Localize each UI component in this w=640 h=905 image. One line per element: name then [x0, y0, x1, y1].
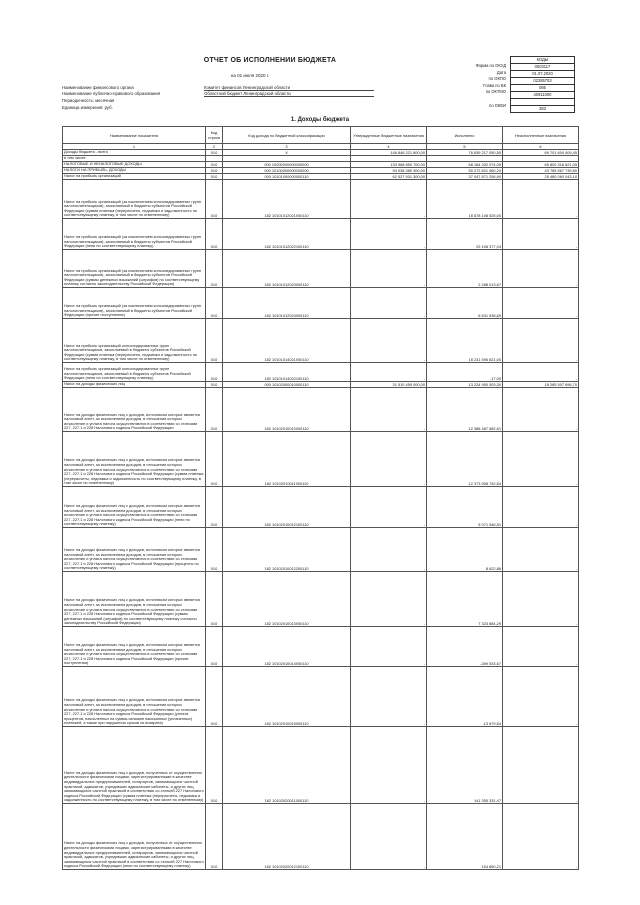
cell-done: 2 288 013,67 — [427, 250, 503, 288]
cell-approved: - — [351, 432, 427, 487]
cell-undone: 18 285 507 696,70 — [503, 382, 579, 388]
cell-undone: - — [503, 388, 579, 432]
cell-code: 010 — [206, 528, 223, 572]
code-value: 02285703 — [510, 78, 575, 85]
cell-code: 010 — [206, 727, 223, 804]
cell-name: Налог на доходы физических лиц с доходов, источником которых является налоговый агент, за исключением доходов, в отношении которых исчисление и уплата налога осуществляются в соответствии со статьями 227, 227.1 и 228 Налогового кодекса Российской Федерации (прочие поступления) — [63, 627, 206, 667]
cell-done: 154 860,21 — [427, 804, 503, 870]
cell-kbk: 000 10000000000000000 — [223, 162, 351, 168]
cell-code: 010 — [206, 487, 223, 528]
cell-done: 13 224 950 303,30 — [427, 382, 503, 388]
cell-undone: - — [503, 432, 579, 487]
cell-done: 7 323 884,29 — [427, 572, 503, 627]
table-row — [63, 667, 579, 727]
cell-undone: 65 800 318 621,05 — [503, 162, 579, 168]
cell-name: Налог на доходы физических лиц с доходов, источником которых является налоговый агент, за исключением доходов, в отношении которых исчисление и уплата налога осуществляются в соответствии со статьями 227, 227.1 и 228 Налогового кодекса Российской Федерации (пени по соответствующему платежу) — [63, 487, 206, 528]
cell-name: НАЛОГОВЫЕ И НЕНАЛОГОВЫЕ ДОХОДЫ — [63, 162, 206, 168]
table-row — [63, 319, 579, 363]
cell-kbk: 182 10101012022100110 — [223, 219, 351, 250]
cell-kbk: 182 10102010012100110 — [223, 487, 351, 528]
cell-kbk: 182 10102010010000110 — [223, 388, 351, 432]
cell-undone: - — [503, 667, 579, 727]
column-header: Код строки — [206, 127, 223, 144]
cell-approved: 31 510 459 000,00 — [351, 382, 427, 388]
report-date: на 01 июля 2020 г. — [230, 73, 270, 78]
cell-approved: 146 848 221 800,00 — [351, 150, 427, 156]
cell-kbk: 182 10101012024000110 — [223, 288, 351, 319]
cell-name: Налог на доходы физических лиц с доходов, полученных от осуществления деятельности физическими лицами, зарегистрированными в качестве индивидуальных предпринимателей, нотариусов, занимающихся частной практикой, адвокатов, учредивших адвокатские кабинеты, и других лиц, занимающихся частной практикой в соответствии со статьей 227 Налогового кодекса Российской Федерации (сумма платежа (перерасчеты, недоимка и задолженность по соответствующему платежу, в том числе по отмененному) — [63, 727, 206, 804]
cell-name: Налог на доходы физических лиц с доходов, источником которых является налоговый агент, за исключением доходов, в отношении которых исчисление и уплата налога осуществляются в соответствии со статьями 227, 227.1 и 228 Налогового кодекса Российской Федерации (проценты по соответствующему платежу) — [63, 528, 206, 572]
cell-undone: - — [503, 219, 579, 250]
code-label: Форма по ОКУД — [475, 63, 506, 68]
header-field-label: Единица измерения: руб. — [62, 105, 113, 110]
column-header: Исполнено — [427, 127, 503, 144]
cell-code: 010 — [206, 174, 223, 180]
cell-done: 12 373 908 742,64 — [427, 432, 503, 487]
cell-approved: - — [351, 219, 427, 250]
cell-code: 010 — [206, 363, 223, 382]
codes-heading: КОДЫ — [510, 56, 575, 64]
code-label: Глава по БК — [483, 82, 506, 88]
code-label: по ОКТМО — [485, 89, 506, 95]
cell-name: НАЛОГИ НА ПРИБЫЛЬ, ДОХОДЫ — [63, 168, 206, 174]
cell-undone: - — [503, 727, 579, 804]
cell-name: Налог на доходы физических лиц с доходов, источником которых является налоговый агент, за исключением доходов, в отношении которых исчисление и уплата налога осуществляются в соответствии со статьями 227, 227.1 и 228 Налогового кодекса Российской Федерации (сумма платежа (перерасчеты, недоимка и задолженность по соответствующему платежу, в том числе по отмененному) — [63, 432, 206, 487]
cell-approved: - — [351, 572, 427, 627]
header-field-label: Наименование публично-правового образования — [62, 91, 161, 96]
code-label: Дата — [496, 69, 506, 75]
column-number: 5 — [427, 144, 503, 150]
cell-name: Налог на прибыль организаций консолидированных групп налогоплательщиков, зачисляемый в бюджеты субъектов Российской Федерации (сумма платежа (перерасчеты, недоимка и задолженность по соответствующему платежу, в том числе по отмененному) — [63, 319, 206, 363]
cell-undone: - — [503, 804, 579, 870]
table-header-row — [63, 127, 579, 144]
cell-undone: 43 765 567 739,80 — [503, 168, 579, 174]
code-value: 085 — [510, 85, 575, 92]
cell-name: в том числе: — [63, 156, 206, 162]
cell-kbk: 182 10102010012200110 — [223, 528, 351, 572]
column-number: 4 — [351, 144, 427, 150]
column-header: Неисполненные назначения — [503, 127, 579, 144]
cell-code: 010 — [206, 319, 223, 363]
table-row — [63, 528, 579, 572]
cell-done: 6 631 538,69 — [427, 288, 503, 319]
cell-kbk: X — [223, 150, 351, 156]
cell-undone: - — [503, 180, 579, 219]
cell-approved: 62 527 931 300,00 — [351, 174, 427, 180]
cell-code: 010 — [206, 667, 223, 727]
cell-kbk: 182 10101012023000110 — [223, 250, 351, 288]
cell-undone: - — [503, 572, 579, 627]
cell-done: -289 533,67 — [427, 627, 503, 667]
section-title: 1. Доходы бюджета — [290, 117, 350, 123]
cell-name: Доходы бюджета - всего — [63, 150, 206, 156]
cell-kbk: 000 10102000010000110 — [223, 382, 351, 388]
cell-approved: - — [351, 727, 427, 804]
table-row — [63, 288, 579, 319]
cell-approved: - — [351, 487, 427, 528]
code-value: 40911000 — [510, 92, 575, 99]
cell-approved: - — [351, 804, 427, 870]
cell-undone: - — [503, 627, 579, 667]
header-field-label: Наименование финансового органа — [62, 85, 134, 90]
column-number: 1 — [63, 144, 206, 150]
column-header: Утвержденные бюджетные назначения — [351, 127, 427, 144]
cell-name: Налог на прибыль организаций (за исключением консолидированных групп налогоплательщиков), зачисляемый в бюджеты субъектов Российской Федерации (прочие поступления) — [63, 288, 206, 319]
cell-name: Налог на прибыль организаций (за исключением консолидированных групп налогоплательщиков), зачисляемый в бюджеты субъектов Российской Федерации (сумма платежа (перерасчеты, недоимка и задолженность по соответствующему платежу, в том числе по отмененному) — [63, 180, 206, 219]
table-row — [63, 219, 579, 250]
cell-code: 010 — [206, 432, 223, 487]
cell-undone: - — [503, 487, 579, 528]
cell-code: 010 — [206, 572, 223, 627]
cell-kbk: 000 10101000000000110 — [223, 174, 351, 180]
table-row — [63, 363, 579, 382]
cell-kbk: 182 10102010014000110 — [223, 627, 351, 667]
cell-done: 8 622,86 — [427, 528, 503, 572]
cell-done: 68 164 332 074,05 — [427, 162, 503, 168]
cell-kbk: 182 10102020011000110 — [223, 727, 351, 804]
cell-code: 010 — [206, 219, 223, 250]
cell-code: 010 — [206, 288, 223, 319]
cell-approved: - — [351, 388, 427, 432]
table-row — [63, 388, 579, 432]
cell-kbk: 182 10102010011000110 — [223, 432, 351, 487]
cell-undone: - — [503, 528, 579, 572]
cell-done: -13 679,64 — [427, 667, 503, 727]
table-row — [63, 487, 579, 528]
cell-done: 18 231 596 621,00 — [427, 319, 503, 363]
cell-name: Налог на прибыль организаций (за исключением консолидированных групп налогоплательщиков), зачисляемый в бюджеты субъектов Российской Федерации (суммы денежных взысканий (штрафов) по соответствующему платежу согласно законодательству Российской Федерации) — [63, 250, 206, 288]
cell-undone: - — [503, 363, 579, 382]
cell-approved: - — [351, 319, 427, 363]
cell-kbk: 182 10101014021000110 — [223, 319, 351, 363]
cell-code: 010 — [206, 180, 223, 219]
cell-name: Налог на прибыль организаций консолидированных групп налогоплательщиков, зачисляемый в бюджеты субъектов Российской Федерации (пени по соответствующему платежу) — [63, 363, 206, 382]
report-title: ОТЧЕТ ОБ ИСПОЛНЕНИИ БЮДЖЕТА — [203, 57, 337, 64]
cell-done: 76 639 217 050,55 — [427, 150, 503, 156]
cell-approved: - — [351, 288, 427, 319]
cell-kbk: 182 10101012021000110 — [223, 180, 351, 219]
table-row — [63, 432, 579, 487]
table-row — [63, 180, 579, 219]
cell-undone: - — [503, 250, 579, 288]
cell-approved: - — [351, 528, 427, 572]
cell-code: 010 — [206, 162, 223, 168]
table-row — [63, 727, 579, 804]
column-header: Код дохода по бюджетной классификации — [223, 127, 351, 144]
cell-kbk: 000 10100000000000000 — [223, 168, 351, 174]
cell-done: 29 158 377,04 — [427, 219, 503, 250]
table-row — [63, 572, 579, 627]
cell-undone: 25 480 060 043,10 — [503, 174, 579, 180]
cell-kbk: 182 10101014022100110 — [223, 363, 351, 382]
cell-code: 010 — [206, 627, 223, 667]
cell-done: 37 047 871 256,90 — [427, 174, 503, 180]
cell-code: 010 — [206, 382, 223, 388]
cell-done: 141 355 331,47 — [427, 727, 503, 804]
cell-done: 5 071 546,51 — [427, 487, 503, 528]
table-row — [63, 804, 579, 870]
code-value — [510, 99, 575, 106]
header-field-value: Областной бюджет Ленинградской области — [204, 91, 374, 97]
code-value: 383 — [510, 106, 575, 113]
cell-undone: 69 701 604 409,45 — [503, 150, 579, 156]
cell-approved: 133 968 650 700,00 — [351, 162, 427, 168]
code-label: по ОКПО — [488, 76, 506, 82]
cell-approved: - — [351, 363, 427, 382]
cell-done: -17,00 — [427, 363, 503, 382]
cell-name: Налог на доходы физических лиц с доходов, источником которых является налоговый агент, за исключением доходов, в отношении которых исчисление и уплата налога осуществляются в соответствии со статьями 227, 227.1 и 228 Налогового кодекса Российской Федерации (уплата процентов, начисленных на суммы излишне взысканных (уплаченных) платежей, а также при нарушении сроков их возврата) — [63, 667, 206, 727]
cell-code: 010 — [206, 168, 223, 174]
cell-approved: 94 038 389 300,00 — [351, 168, 427, 174]
cell-approved: - — [351, 627, 427, 667]
cell-name: Налог на доходы физических лиц с доходов, полученных от осуществления деятельности физическими лицами, зарегистрированными в качестве индивидуальных предпринимателей, нотариусов, занимающихся частной практикой, адвокатов, учредивших адвокатские кабинеты, и других лиц, занимающихся частной практикой в соответствии со статьей 227 Налогового кодекса Российской Федерации (пени по соответствующему платежу) — [63, 804, 206, 870]
code-value: 0503117 — [510, 64, 575, 71]
cell-kbk: 182 10102010013000110 — [223, 572, 351, 627]
cell-approved: - — [351, 667, 427, 727]
cell-approved: - — [351, 180, 427, 219]
cell-approved: - — [351, 250, 427, 288]
cell-code: 010 — [206, 250, 223, 288]
cell-code: 010 — [206, 150, 223, 156]
header-field-label: Периодичность: месячная — [62, 98, 115, 103]
cell-undone: - — [503, 288, 579, 319]
cell-kbk: 182 10102020012100110 — [223, 804, 351, 870]
cell-name: Налог на доходы физических лиц с доходов, источником которых является налоговый агент, за исключением доходов, в отношении которых исчисление и уплата налога осуществляются в соответствии со статьями 227, 227.1 и 228 Налогового кодекса Российской Федерации — [63, 388, 206, 432]
cell-undone: - — [503, 319, 579, 363]
income-table — [62, 126, 579, 870]
column-header: Наименование показателя — [63, 127, 206, 144]
codes-box — [510, 56, 575, 113]
cell-done: 12 388 487 582,61 — [427, 388, 503, 432]
column-number: 2 — [206, 144, 223, 150]
cell-name: Налог на доходы физических лиц — [63, 382, 206, 388]
column-number: 6 — [503, 144, 579, 150]
cell-kbk: 182 10102010015000110 — [223, 667, 351, 727]
cell-done: 18 878 108 525,00 — [427, 180, 503, 219]
header-field-value: Комитет финансов Ленинградской области — [204, 85, 374, 91]
cell-done: 50 272 821 560,20 — [427, 168, 503, 174]
cell-name: Налог на прибыль организаций (за исключением консолидированных групп налогоплательщиков), зачисляемый в бюджеты субъектов Российской Федерации (пени по соответствующему платежу) — [63, 219, 206, 250]
table-row — [63, 627, 579, 667]
table-row — [63, 250, 579, 288]
cell-code: 010 — [206, 804, 223, 870]
column-number: 3 — [223, 144, 351, 150]
cell-name: Налог на прибыль организаций — [63, 174, 206, 180]
code-label: по ОКЕИ — [489, 102, 506, 108]
cell-code: 010 — [206, 388, 223, 432]
cell-name: Налог на доходы физических лиц с доходов, источником которых является налоговый агент, за исключением доходов, в отношении которых исчисление и уплата налога осуществляются в соответствии со статьями 227, 227.1 и 228 Налогового кодекса Российской Федерации (суммы денежных взысканий (штрафов) по соответствующему платежу согласно законодательству Российской Федерации) — [63, 572, 206, 627]
code-value: 01.07.2020 — [510, 71, 575, 78]
